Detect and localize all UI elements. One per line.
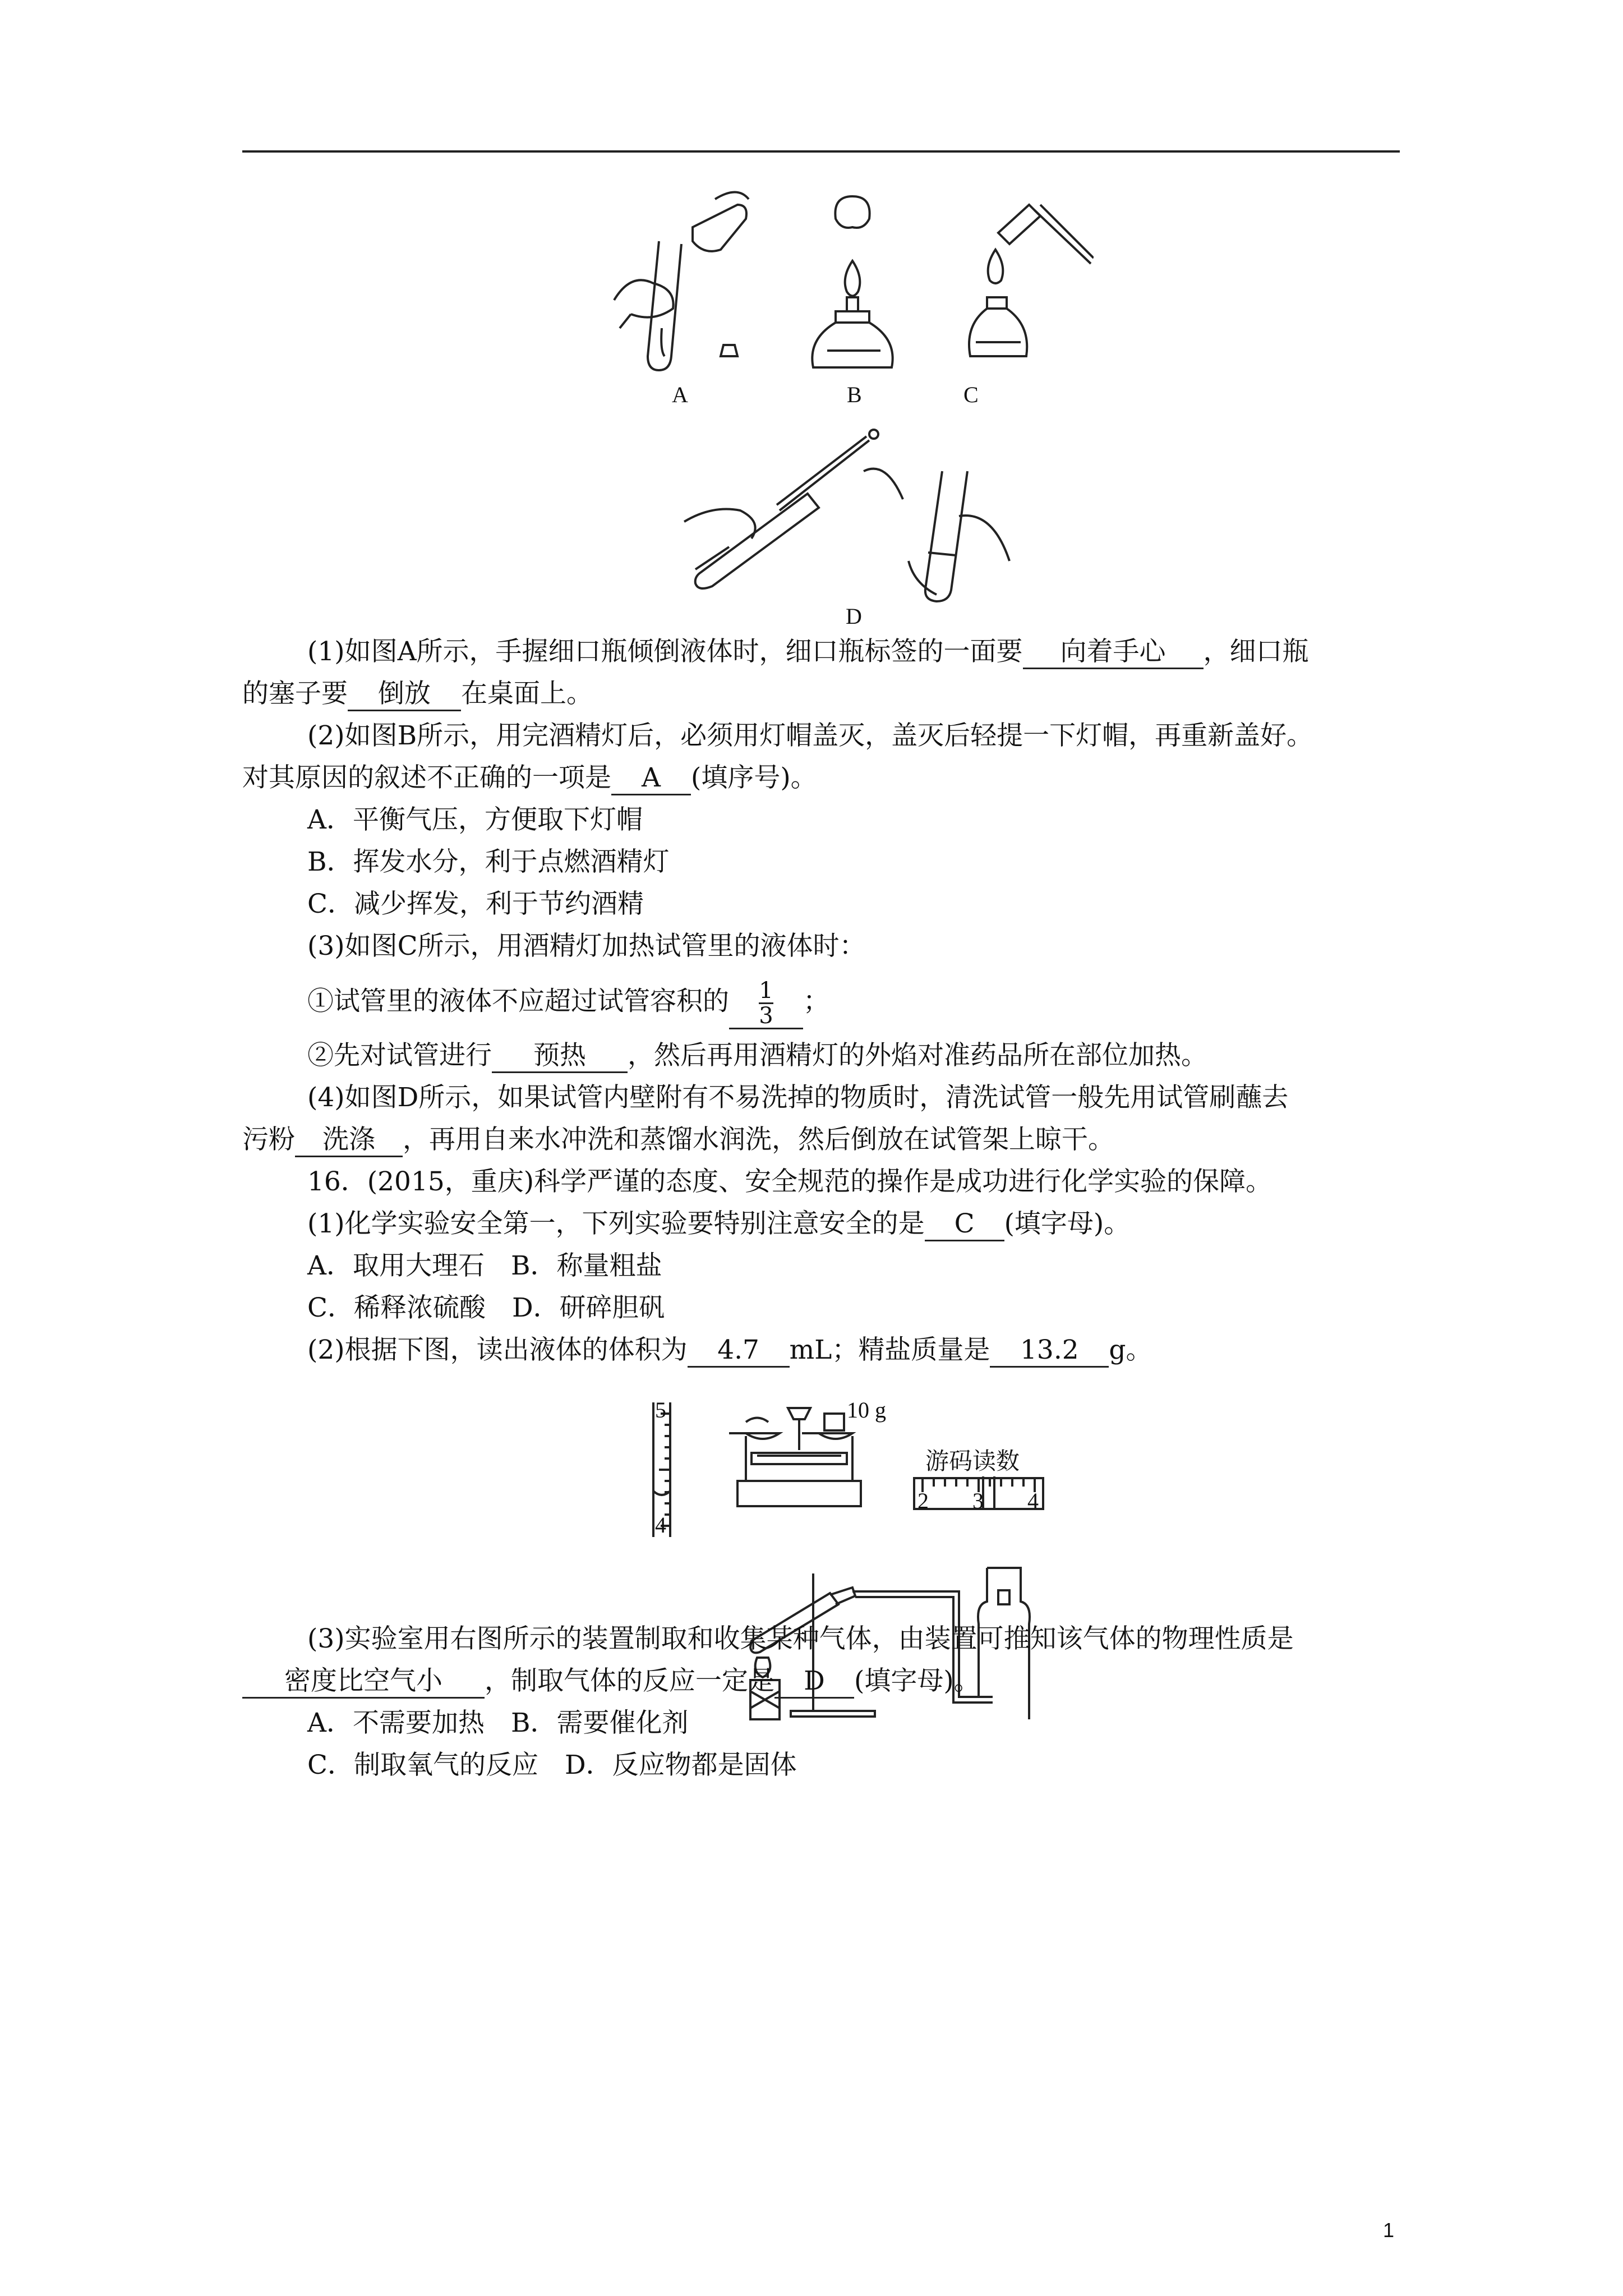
- q16-answer-density: 密度比空气小: [242, 1665, 485, 1699]
- q15-part1-text-d: 在桌面上。: [461, 678, 593, 709]
- figure-c-label: C: [963, 382, 979, 407]
- q15-answer-fraction: [729, 979, 803, 1029]
- q16-part3-options-ab: A．不需要加热 B．需要催化剂: [307, 1708, 689, 1738]
- q16-answer-mass: 13.2: [990, 1335, 1109, 1368]
- q15-answer-preheat: 预热: [492, 1040, 628, 1073]
- q15-part3-item2: [307, 1039, 1207, 1073]
- figure-a-label: A: [672, 382, 688, 407]
- fraction-numerator: 1: [759, 978, 773, 1004]
- q16-part2-line: [307, 1333, 1152, 1368]
- q16-part3-text-b: ，制取气体的反应一定是: [485, 1665, 774, 1696]
- figure-d-washing-tube: [679, 426, 1015, 606]
- rider-tick-2: 2: [917, 1488, 929, 1513]
- header-rule: [242, 150, 1400, 153]
- figure-d-label: D: [846, 604, 862, 629]
- q16-part2-text-b: mL；精盐质量是: [789, 1335, 990, 1365]
- q16-part1-text-b: (填字母)。: [1004, 1208, 1131, 1239]
- q15-part3-item1-end: ；: [803, 986, 829, 1017]
- q15-answer-lamp: A: [611, 762, 691, 795]
- q15-part2-text-c: (填序号)。: [691, 762, 817, 793]
- cylinder-label-top: 5: [655, 1397, 666, 1423]
- q16-part2-text-a: (2)根据下图，读出液体的体积为: [307, 1335, 688, 1365]
- figure-c-heating-tube: [965, 188, 1094, 373]
- figure-b-label: B: [847, 382, 862, 407]
- page-number: 1: [1383, 2219, 1395, 2242]
- q16-part1-line: [307, 1207, 1130, 1241]
- q15-part1-text-a: (1)如图A所示，手握细口瓶倾倒液体时，细口瓶标签的一面要: [307, 636, 1023, 667]
- q15-part3-intro: (3)如图C所示，用酒精灯加热试管里的液体时：: [307, 931, 866, 961]
- rider-tick-4: 4: [1027, 1488, 1039, 1513]
- graduated-cylinder-figure: [645, 1397, 695, 1543]
- q15-part1-text-c: 的塞子要: [242, 678, 348, 709]
- q15-part3-item1-text: ①试管里的液体不应超过试管容积的: [307, 986, 729, 1017]
- q15-part2-line2: [242, 761, 817, 795]
- cylinder-label-bottom: 4: [655, 1512, 666, 1538]
- rider-reading-title: 游码读数: [925, 1449, 1020, 1475]
- q15-part3-item2-text-b: ，然后再用酒精灯的外焰对准药品所在部位加热。: [628, 1040, 1207, 1071]
- q15-part4-text-b: 污粉: [242, 1124, 295, 1155]
- q15-part2-text-b: 对其原因的叙述不正确的一项是: [242, 762, 611, 793]
- q16-answer-volume: 4.7: [688, 1335, 790, 1368]
- q16-part2-text-c: g。: [1109, 1335, 1152, 1365]
- q15-option-c: C．减少挥发，利于节约酒精: [307, 889, 644, 919]
- q16-part3-text-c: (填字母)。: [854, 1665, 980, 1696]
- q16-options-ab: A．取用大理石 B．称量粗盐: [307, 1250, 662, 1281]
- q15-part4-text-c: ，再用自来水冲洗和蒸馏水润洗，然后倒放在试管架上晾干。: [403, 1124, 1114, 1155]
- q15-answer-wash: 洗涤: [295, 1124, 403, 1157]
- q15-option-a: A．平衡气压，方便取下灯帽: [307, 804, 643, 835]
- fraction-one-third: [759, 979, 773, 1028]
- q16-options-cd: C．稀释浓硫酸 D．研碎胆矾: [307, 1292, 665, 1323]
- q16-answer-safety: C: [925, 1208, 1004, 1241]
- figure-a-pouring-liquid: [608, 188, 754, 373]
- fraction-denominator: 3: [759, 1003, 773, 1029]
- q15-part3-item1: [307, 979, 829, 1029]
- q16-answer-reaction: D: [774, 1665, 854, 1699]
- figure-b-alcohol-lamp: [802, 188, 931, 373]
- q16-part1-text-a: (1)化学实验安全第一，下列实验要特别注意安全的是: [307, 1208, 925, 1239]
- q15-option-b: B．挥发水分，利于点燃酒精灯: [307, 846, 670, 877]
- q15-part4-line1: (4)如图D所示，如果试管内壁附有不易洗掉的物质时，清洗试管一般先用试管刷蘸去: [307, 1082, 1289, 1113]
- q15-part4-line2: [242, 1123, 1114, 1157]
- q16-part3-options-cd: C．制取氧气的反应 D．反应物都是固体: [307, 1750, 797, 1780]
- q15-part1-text-b: ，细口瓶: [1203, 636, 1309, 667]
- q15-part1-line2: [242, 677, 593, 711]
- weight-label: 10 g: [847, 1397, 886, 1423]
- q16-part3-line2: [242, 1664, 980, 1699]
- q15-answer-label-side: 向着手心: [1023, 636, 1204, 669]
- q15-answer-stopper: 倒放: [348, 678, 461, 711]
- q15-part3-item2-text-a: ②先对试管进行: [307, 1040, 492, 1071]
- q16-part3-line1: (3)实验室用右图所示的装置制取和收集某种气体，由装置可推知该气体的物理性质是: [307, 1623, 1294, 1654]
- q16-stem: 16．(2015，重庆)科学严谨的态度、安全规范的操作是成功进行化学实验的保障。: [307, 1166, 1272, 1197]
- q15-part2-line1: (2)如图B所示，用完酒精灯后，必须用灯帽盖灭，盖灭后轻提一下灯帽，再重新盖好。: [307, 720, 1313, 751]
- q15-part1-line1: [307, 635, 1309, 669]
- rider-tick-3: 3: [972, 1488, 984, 1513]
